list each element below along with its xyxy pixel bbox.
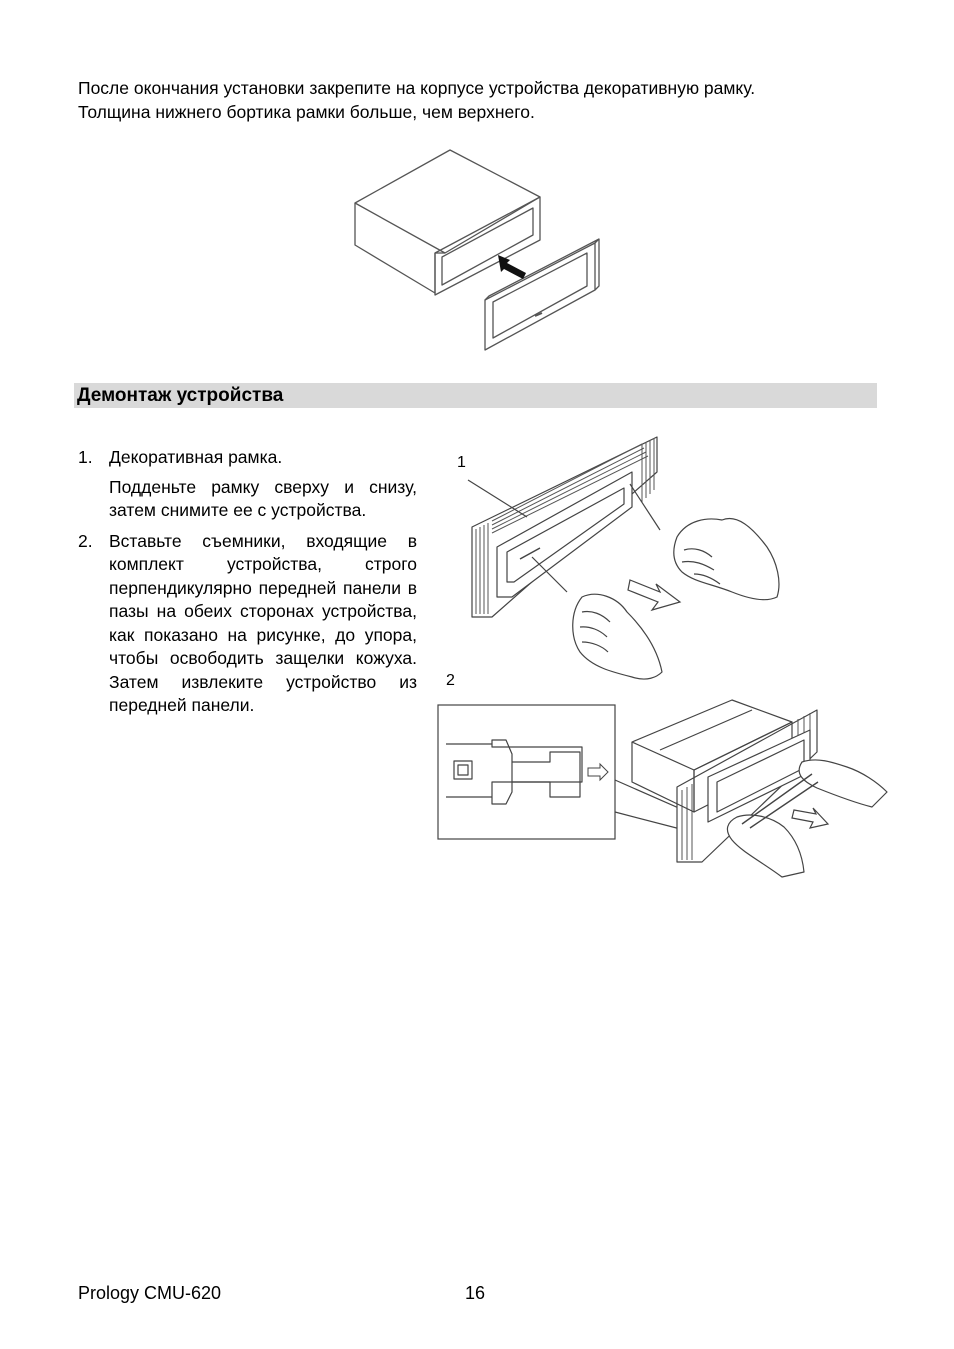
step-text: Подденьте рамку сверху и снизу, затем снимите ее с устройства. xyxy=(109,476,417,520)
footer-model: Prology CMU-620 xyxy=(78,1283,222,1303)
removal-illustration xyxy=(432,432,902,892)
removal-steps-list xyxy=(78,446,417,718)
footer-page-number: 16 xyxy=(465,1283,486,1303)
figure-label-1: 1 xyxy=(457,454,466,471)
hand-left-2 xyxy=(727,815,804,877)
list-item-step-1 xyxy=(78,446,417,523)
section-header-bar xyxy=(74,383,877,408)
pull-arrow-2-icon xyxy=(792,808,828,828)
hand-right-2 xyxy=(799,760,887,807)
step-title: Декоративная рамка. xyxy=(109,447,283,467)
trim-frame-installation-illustration xyxy=(350,145,610,365)
intro-line-1: После окончания установки закрепите на корпусе устройства декоративную рамку. xyxy=(78,78,756,98)
intro-paragraph xyxy=(78,76,878,124)
hand-right-top xyxy=(674,519,779,600)
figure-label-2: 2 xyxy=(446,672,455,689)
unit-box-left xyxy=(355,203,435,293)
step-text: Вставьте съемники, входящие в комплект устройства, строго перпендикулярно передней панели в пазы на обеих сторонах устройства, как показано на рисунке, до упора, чтобы освободить защелки кожуха. Затем извлеките устройство из передней панели. xyxy=(109,530,417,715)
unit-box-top xyxy=(355,150,540,253)
pull-arrow-icon xyxy=(628,580,680,610)
step-number: 1. xyxy=(78,447,93,467)
insert-arrow-icon xyxy=(498,255,526,279)
list-item-step-2 xyxy=(78,530,417,718)
intro-line-2: Толщина нижнего бортика рамки больше, чем верхнего. xyxy=(78,102,535,122)
step-number: 2. xyxy=(78,530,93,551)
section-title: Демонтаж устройства xyxy=(77,385,284,406)
hand-left-bottom xyxy=(573,594,662,679)
